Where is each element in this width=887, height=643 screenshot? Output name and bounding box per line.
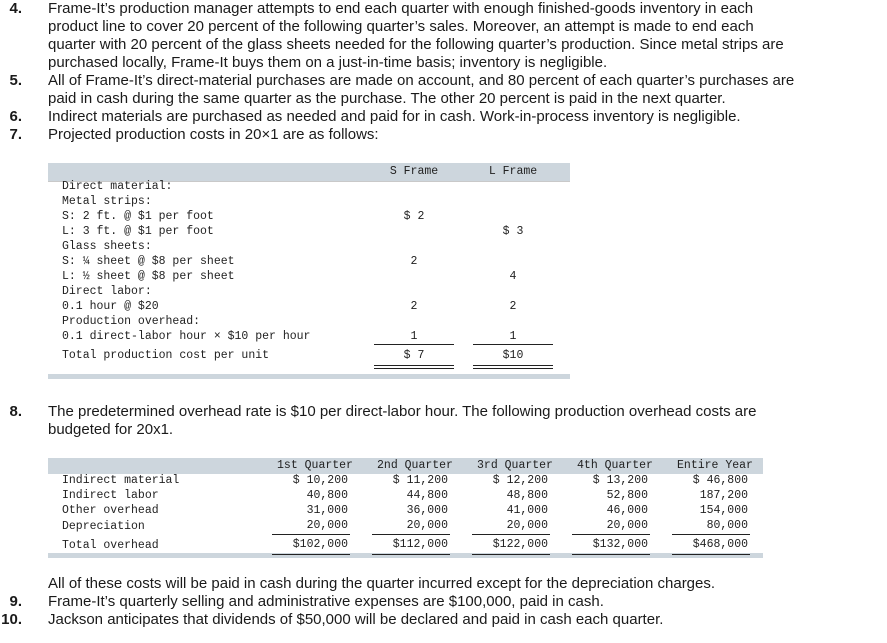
header-q3: 3rd Quarter — [477, 459, 553, 472]
subtotal-underline — [372, 534, 450, 535]
table-row: Direct labor: — [62, 285, 152, 298]
total-cell: $468,000 — [692, 538, 748, 551]
table-row: Production overhead: — [62, 315, 201, 328]
item-number: 7. — [9, 126, 22, 143]
subtotal-underline — [472, 534, 550, 535]
cell: 20,000 — [406, 519, 448, 532]
total-double-underline — [272, 554, 350, 555]
total-double-underline — [572, 554, 650, 555]
total-cell: $102,000 — [292, 538, 348, 551]
s-value: $ 2 — [403, 210, 425, 223]
total-double-underline — [374, 368, 454, 369]
table-row: Glass sheets: — [62, 240, 152, 253]
total-double-underline — [372, 554, 450, 555]
overhead-budget-table — [48, 458, 763, 558]
item-number: 9. — [9, 593, 22, 610]
item-9 — [0, 593, 887, 611]
item-text: Indirect materials are purchased as needed and paid for in cash. Work-in-process inventory is negligible. — [48, 108, 741, 125]
total-double-underline — [473, 368, 553, 369]
table-row: L: 3 ft. @ $1 per foot — [62, 225, 214, 238]
total-double-underline — [473, 365, 553, 366]
depreciation-note: All of these costs will be paid in cash during the quarter incurred except for the depreciation charges. — [48, 575, 716, 592]
s-value: 2 — [410, 300, 418, 313]
item-number: 5. — [9, 72, 22, 89]
cell: 20,000 — [606, 519, 648, 532]
l-value: 1 — [509, 330, 517, 343]
cell: $ 10,200 — [292, 474, 348, 487]
table-bottom-bar — [48, 374, 570, 379]
header-q2: 2nd Quarter — [377, 459, 453, 472]
cell: 46,000 — [606, 504, 648, 517]
cell: 31,000 — [306, 504, 348, 517]
table-row-label: Other overhead — [62, 504, 159, 517]
table-row: L: ½ sheet @ $8 per sheet — [62, 270, 235, 283]
cell: 41,000 — [506, 504, 548, 517]
subtotal-underline — [473, 344, 553, 345]
table-row: 0.1 direct-labor hour × $10 per hour — [62, 330, 311, 343]
item-5 — [0, 72, 887, 108]
cell: 40,800 — [306, 489, 348, 502]
table-row: Metal strips: — [62, 195, 152, 208]
production-cost-table — [48, 163, 570, 381]
item-number: 6. — [9, 108, 22, 125]
cell: 187,200 — [699, 489, 748, 502]
table-row: S: 2 ft. @ $1 per foot — [62, 210, 214, 223]
total-double-underline — [374, 365, 454, 366]
item-text: The predetermined overhead rate is $10 per direct-labor hour. The following production overhead costs are budgeted for 20x1. — [48, 403, 757, 438]
cell: $ 12,200 — [492, 474, 548, 487]
total-double-underline — [472, 554, 550, 555]
l-value: $ 3 — [502, 225, 524, 238]
cell: 20,000 — [306, 519, 348, 532]
table-row-label: Indirect material — [62, 474, 180, 487]
cell: 154,000 — [699, 504, 748, 517]
item-text: All of Frame-It’s direct-material purchases are made on account, and 80 percent of each quarter’s purchases are paid in cash during the same quarter as the purchase. The other 20 percent is paid in the next quarter. — [48, 72, 795, 107]
item-4 — [0, 0, 887, 72]
subtotal-underline — [572, 534, 650, 535]
item-10 — [0, 611, 887, 629]
header-l-frame: L Frame — [488, 165, 538, 178]
cell: 52,800 — [606, 489, 648, 502]
cell: $ 13,200 — [592, 474, 648, 487]
l-value: 2 — [509, 300, 517, 313]
cell: 44,800 — [406, 489, 448, 502]
item-text: Projected production costs in 20×1 are as follows: — [48, 126, 379, 143]
total-cell: $112,000 — [392, 538, 448, 551]
s-total: $ 7 — [403, 349, 425, 362]
cell: 80,000 — [706, 519, 748, 532]
cell: $ 11,200 — [392, 474, 448, 487]
table-row-label: Indirect labor — [62, 489, 159, 502]
item-text: Jackson anticipates that dividends of $50,000 will be declared and paid in cash each quarter. — [48, 611, 664, 628]
item-text: Frame-It’s production manager attempts to end each quarter with enough finished-goods inventory in each product line to cover 20 percent of the following quarter’s sales. Moreover, an attempt is made to end each quarter with 20 percent of the glass sheets needed for the following quarter’s production. Since metal strips are purchased locally, Frame-It buys them on a just-in-time basis; inventory is negligible. — [48, 0, 784, 71]
l-total: $10 — [502, 349, 524, 362]
table-row-label: Depreciation — [62, 520, 145, 533]
total-cell: $132,000 — [592, 538, 648, 551]
subtotal-underline — [672, 534, 750, 535]
header-q1: 1st Quarter — [277, 459, 353, 472]
item-7 — [0, 126, 887, 144]
item-text: Frame-It’s quarterly selling and administrative expenses are $100,000, paid in cash. — [48, 593, 604, 610]
cell: 36,000 — [406, 504, 448, 517]
subtotal-underline — [272, 534, 350, 535]
s-value: 2 — [410, 255, 418, 268]
item-6 — [0, 108, 887, 126]
item-number: 4. — [9, 0, 22, 17]
cell: 48,800 — [506, 489, 548, 502]
item-number: 10. — [1, 611, 22, 628]
total-double-underline — [672, 554, 750, 555]
header-s-frame: S Frame — [389, 165, 439, 178]
total-cell: $122,000 — [492, 538, 548, 551]
s-value: 1 — [410, 330, 418, 343]
table-row: 0.1 hour @ $20 — [62, 300, 159, 313]
item-number: 8. — [9, 403, 22, 420]
table-row: S: ¼ sheet @ $8 per sheet — [62, 255, 235, 268]
cell: 20,000 — [506, 519, 548, 532]
header-q4: 4th Quarter — [577, 459, 653, 472]
subtotal-underline — [374, 344, 454, 345]
cell: $ 46,800 — [692, 474, 748, 487]
header-year: Entire Year — [677, 459, 753, 472]
total-row-label: Total overhead — [62, 539, 159, 552]
l-value: 4 — [509, 270, 517, 283]
table-row: Direct material: — [62, 180, 173, 193]
total-row: Total production cost per unit — [62, 349, 270, 362]
item-8 — [0, 403, 887, 439]
